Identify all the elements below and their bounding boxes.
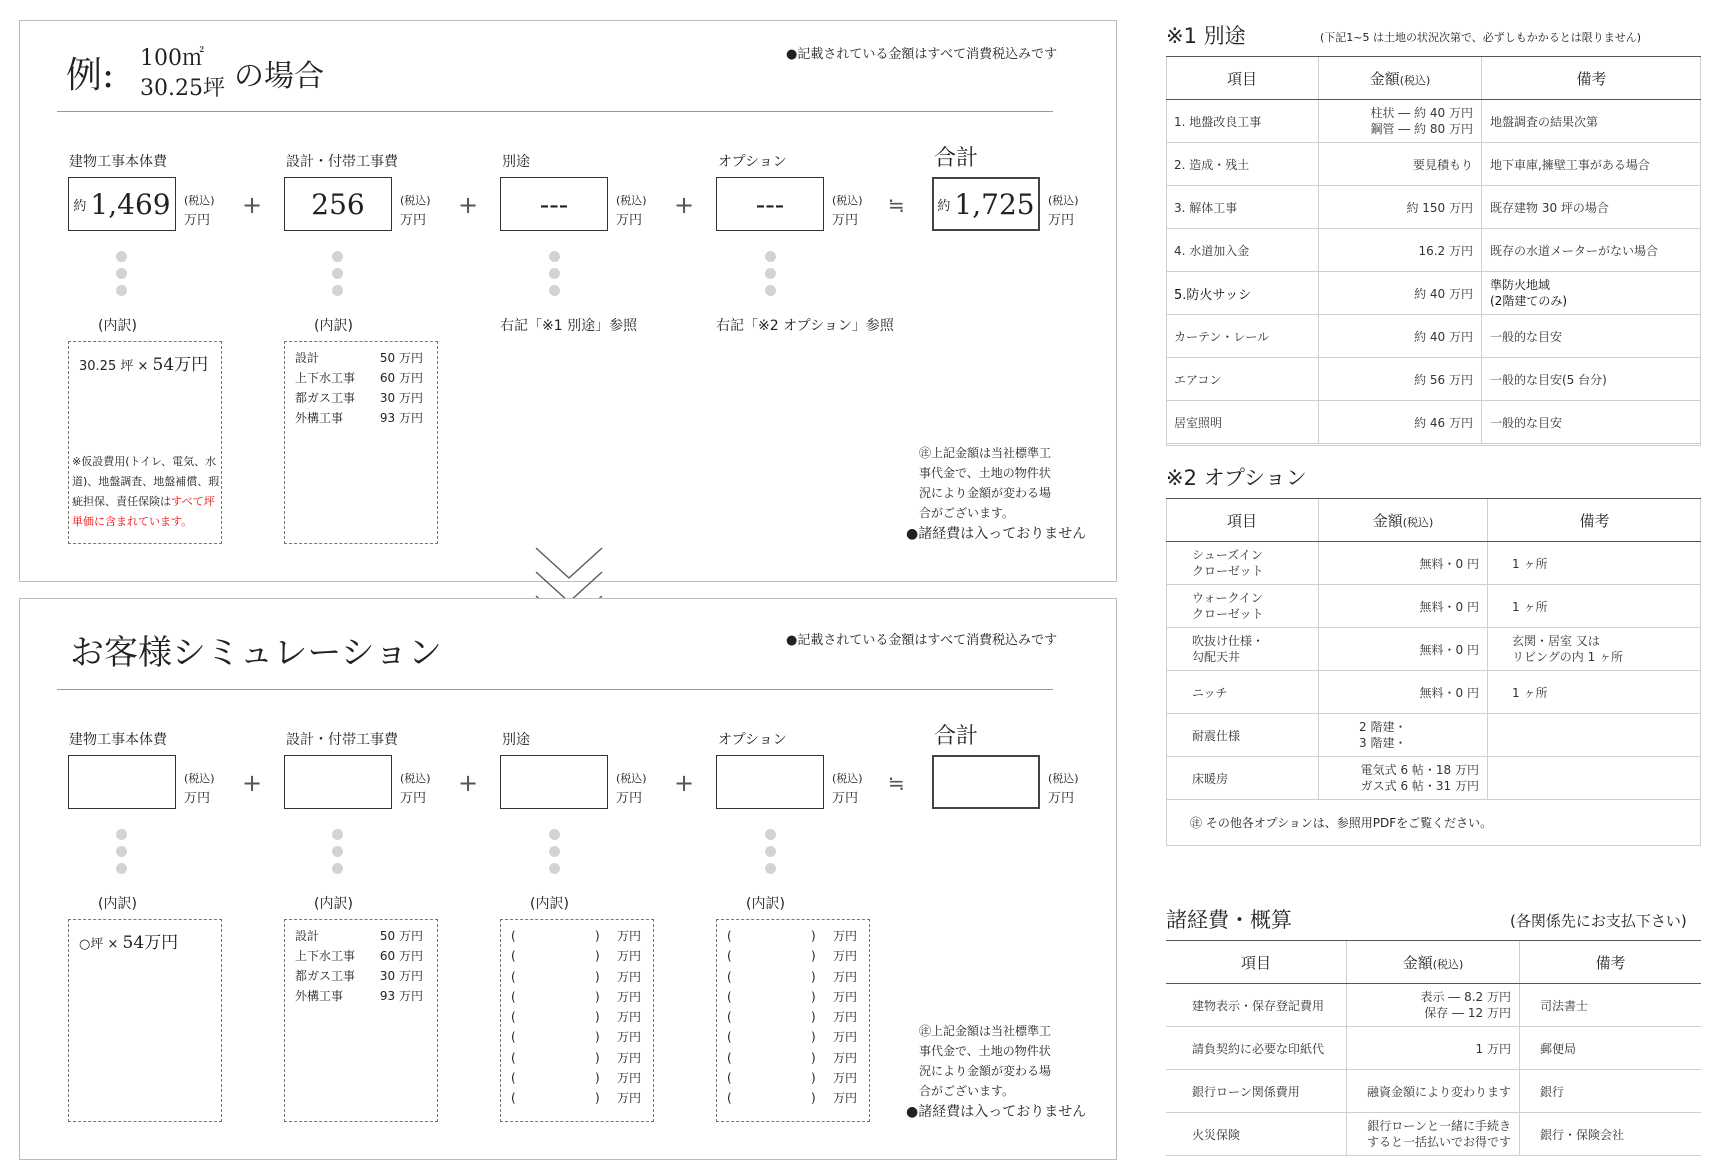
tax-unit: (税込) 万円 (184, 772, 215, 806)
example-title-suffix: の場合 (234, 59, 324, 94)
connector-dot (116, 829, 127, 840)
ref-option: 右記「※2 オプション」参照 (716, 318, 894, 334)
list-item: 都ガス工事 30 万円 (295, 969, 423, 983)
entry-row[interactable]: ( ) 万円 (511, 969, 642, 984)
table-row: 請負契約に必要な印紙代 1 万円 郵便局 (1166, 1027, 1701, 1070)
extra-input-box[interactable] (500, 755, 608, 809)
entry-row[interactable]: ( ) 万円 (727, 1091, 858, 1106)
table-row: エアコン 約 56 万円 一般的な目安(5 台分) (1166, 358, 1701, 401)
entry-row[interactable]: ( ) 万円 (727, 1030, 858, 1045)
body-breakdown-box (68, 341, 222, 544)
breakdown-label: (内訳) (314, 318, 353, 334)
table-row: ニッチ 無料・0 円 1 ヶ所 (1166, 671, 1701, 714)
plus-sign: + (458, 769, 479, 797)
design-amount-box (284, 177, 392, 231)
option-section-title: ※2 オプション (1166, 466, 1307, 490)
connector-dot (332, 846, 343, 857)
extra-section-note: (下記1~5 は土地の状況次第で、必ずしもかかるとは限りません) (1320, 31, 1642, 44)
connector-dot (765, 251, 776, 262)
tax-unit: (税込) 万円 (400, 194, 431, 228)
table-row: 2. 造成・残土 要見積もり 地下車庫,擁壁工事がある場合 (1166, 143, 1701, 186)
simulation-panel (19, 598, 1117, 1160)
misc-section-title: 諸経費・概算 (1166, 908, 1292, 932)
body-breakdown-note: ※仮設費用(トイレ、電気、水道)、地盤調査、地盤補償、瑕疵担保、責任保険はすべて坪単価に含まれています。 (72, 455, 220, 528)
breakdown-label: (内訳) (98, 896, 137, 912)
list-item: 設計 50 万円 (295, 929, 423, 943)
unit-price: 54万円 (152, 355, 209, 375)
option-input-box[interactable] (716, 755, 824, 809)
table-row: 銀行ローン関係費用 融資金額により変わります 銀行 (1166, 1070, 1701, 1113)
table-row: 建物表示・保存登記費用 表示 ― 8.2 万円 保存 ― 12 万円 司法書士 (1166, 984, 1701, 1027)
connector-dot (765, 829, 776, 840)
option-breakdown-box[interactable] (716, 919, 870, 1122)
entry-row[interactable]: ( ) 万円 (727, 989, 858, 1004)
list-item: 外構工事 93 万円 (295, 989, 423, 1003)
approx-mark: 約 (937, 198, 951, 214)
connector-dot (549, 863, 560, 874)
total-amount-box (932, 177, 1040, 231)
tax-unit: (税込) 万円 (832, 772, 863, 806)
option-amount-box (716, 177, 824, 231)
list-item: 上下水工事 60 万円 (295, 949, 423, 963)
connector-dot (765, 268, 776, 279)
entry-row[interactable]: ( ) 万円 (727, 1050, 858, 1065)
label-body: 建物工事本体費 (69, 154, 167, 170)
connector-dot (116, 251, 127, 262)
entry-row[interactable]: ( ) 万円 (511, 1091, 642, 1106)
table-row: 耐震仕様 2 階建・ 3 階建・ (1166, 714, 1701, 757)
simulation-title: お客様シミュレーション (70, 633, 442, 673)
label-option: オプション (718, 732, 787, 748)
extra-amount: --- (539, 187, 569, 221)
plus-sign: + (242, 769, 263, 797)
connector-dot (765, 863, 776, 874)
misc-section-note: (各関係先にお支払下さい) (1510, 912, 1687, 930)
label-extra: 別途 (502, 732, 530, 748)
table-row: 5.防火サッシ 約 40 万円 準防火地域 (2階建てのみ) (1166, 272, 1701, 315)
tsubo-text: ○坪 × (79, 937, 119, 952)
breakdown-label: (内訳) (314, 896, 353, 912)
connector-dot (332, 285, 343, 296)
table-row: シューズイン クローゼット 無料・0 円 1 ヶ所 (1166, 542, 1701, 585)
table-header: 項目 金額(税込) 備考 (1166, 57, 1701, 100)
extra-breakdown-box[interactable] (500, 919, 654, 1122)
connector-dot (549, 268, 560, 279)
design-input-box[interactable] (284, 755, 392, 809)
tax-unit: (税込) 万円 (400, 772, 431, 806)
table-header: 項目 金額(税込) 備考 (1166, 499, 1701, 542)
entry-row[interactable]: ( ) 万円 (511, 1010, 642, 1025)
tsubo-text: 30.25 坪 × (79, 359, 149, 374)
tax-unit: (税込) 万円 (616, 772, 647, 806)
list-item: 外構工事 93 万円 (295, 411, 423, 425)
connector-dot (549, 285, 560, 296)
example-panel (19, 20, 1117, 582)
table-row: 居室照明 約 46 万円 一般的な目安 (1166, 401, 1701, 444)
extra-amount-box (500, 177, 608, 231)
tax-unit: (税込) 万円 (1048, 772, 1079, 806)
ref-extra: 右記「※1 別途」参照 (500, 318, 638, 334)
total-amount: 1,725 (954, 187, 1035, 221)
label-total: 合計 (934, 146, 979, 171)
design-amount: 256 (311, 187, 365, 221)
misc-table (1166, 940, 1701, 1156)
plus-sign: + (242, 191, 263, 219)
breakdown-label: (内訳) (98, 318, 137, 334)
option-note: ㊟ その他各オプションは、参照用PDFをご覧ください。 (1190, 816, 1493, 830)
connector-dot (549, 829, 560, 840)
connector-dot (332, 268, 343, 279)
table-row: カーテン・レール 約 40 万円 一般的な目安 (1166, 315, 1701, 358)
connector-dot (116, 268, 127, 279)
entry-row[interactable]: ( ) 万円 (727, 949, 858, 964)
approx-mark: 約 (73, 198, 87, 214)
label-total: 合計 (934, 724, 979, 749)
list-item: 都ガス工事 30 万円 (295, 391, 423, 405)
footnote: ㊟上記金額は当社標準工事代金で、土地の物件状況により金額が変わる場合がございます。 (919, 1024, 1052, 1098)
plus-sign: + (674, 191, 695, 219)
misc-excluded-note: ●諸経費は入っておりません (906, 526, 1087, 542)
label-extra: 別途 (502, 154, 530, 170)
entry-row[interactable]: ( ) 万円 (727, 1010, 858, 1025)
connector-dot (549, 251, 560, 262)
body-amount: 1,469 (90, 187, 171, 221)
table-row: 火災保険 銀行ローンと一緒に手続き すると一括払いでお得です 銀行・保険会社 (1166, 1113, 1701, 1156)
misc-excluded-note: ●諸経費は入っておりません (906, 1104, 1087, 1120)
label-design: 設計・付帯工事費 (286, 154, 398, 170)
table-row: 吹抜け仕様・ 勾配天井 無料・0 円 玄関・居室 又は リビングの内 1 ヶ所 (1166, 628, 1701, 671)
connector-dot (765, 285, 776, 296)
connector-dot (765, 846, 776, 857)
entry-row[interactable]: ( ) 万円 (511, 929, 642, 943)
body-breakdown-box[interactable] (68, 919, 222, 1122)
table-row: ウォークイン クローゼット 無料・0 円 1 ヶ所 (1166, 585, 1701, 628)
connector-dot (332, 863, 343, 874)
entry-row[interactable]: ( ) 万円 (511, 949, 642, 964)
tax-unit: (税込) 万円 (832, 194, 863, 228)
example-area-m2: 100㎡ (140, 46, 204, 71)
list-item: 設計 50 万円 (295, 351, 423, 365)
unit-price: 54万円 (122, 933, 179, 953)
plus-sign: + (458, 191, 479, 219)
tax-unit: (税込) 万円 (184, 194, 215, 228)
entry-row[interactable]: ( ) 万円 (727, 929, 858, 943)
footnote: ㊟上記金額は当社標準工事代金で、土地の物件状況により金額が変わる場合がございます。 (919, 446, 1052, 520)
example-title-prefix: 例: (66, 55, 115, 96)
list-item: 上下水工事 60 万円 (295, 371, 423, 385)
tax-note: ●記載されている金額はすべて消費税込みです (786, 633, 1058, 648)
breakdown-label: (内訳) (746, 896, 785, 912)
design-breakdown-box (284, 341, 438, 544)
connector-dot (116, 846, 127, 857)
design-breakdown-box (284, 919, 438, 1122)
table-header: 項目 金額(税込) 備考 (1166, 941, 1701, 984)
divider (57, 689, 1053, 690)
table-row: 1. 地盤改良工事 柱状 ― 約 40 万円 鋼管 ― 約 80 万円 地盤調査の結果次第 (1166, 100, 1701, 143)
extra-table (1166, 56, 1701, 444)
example-area-tsubo: 30.25坪 (140, 76, 225, 101)
connector-dot (116, 285, 127, 296)
plus-sign: + (674, 769, 695, 797)
label-body: 建物工事本体費 (69, 732, 167, 748)
label-design: 設計・付帯工事費 (286, 732, 398, 748)
tax-unit: (税込) 万円 (1048, 194, 1079, 228)
entry-row[interactable]: ( ) 万円 (511, 1071, 642, 1086)
entry-row[interactable]: ( ) 万円 (727, 1071, 858, 1086)
extra-section-title: ※1 別途 (1166, 24, 1246, 48)
breakdown-label: (内訳) (530, 896, 569, 912)
tax-note: ●記載されている金額はすべて消費税込みです (786, 47, 1058, 62)
connector-dot (549, 846, 560, 857)
option-amount: --- (755, 187, 785, 221)
body-input-box[interactable] (68, 755, 176, 809)
option-table (1166, 498, 1701, 800)
connector-dot (116, 863, 127, 874)
table-row: 4. 水道加入金 16.2 万円 既存の水道メーターがない場合 (1166, 229, 1701, 272)
divider (57, 111, 1053, 112)
approx-equal-sign: ≒ (888, 771, 905, 795)
entry-row[interactable]: ( ) 万円 (727, 969, 858, 984)
total-input-box[interactable] (932, 755, 1040, 809)
table-row: 3. 解体工事 約 150 万円 既存建物 30 坪の場合 (1166, 186, 1701, 229)
entry-row[interactable]: ( ) 万円 (511, 1030, 642, 1045)
label-option: オプション (718, 154, 787, 170)
entry-row[interactable]: ( ) 万円 (511, 989, 642, 1004)
table-row: 床暖房 電気式 6 帖・18 万円 ガス式 6 帖・31 万円 (1166, 757, 1701, 800)
body-amount-box (68, 177, 176, 231)
connector-dot (332, 829, 343, 840)
tax-unit: (税込) 万円 (616, 194, 647, 228)
entry-row[interactable]: ( ) 万円 (511, 1050, 642, 1065)
approx-equal-sign: ≒ (888, 193, 905, 217)
connector-dot (332, 251, 343, 262)
